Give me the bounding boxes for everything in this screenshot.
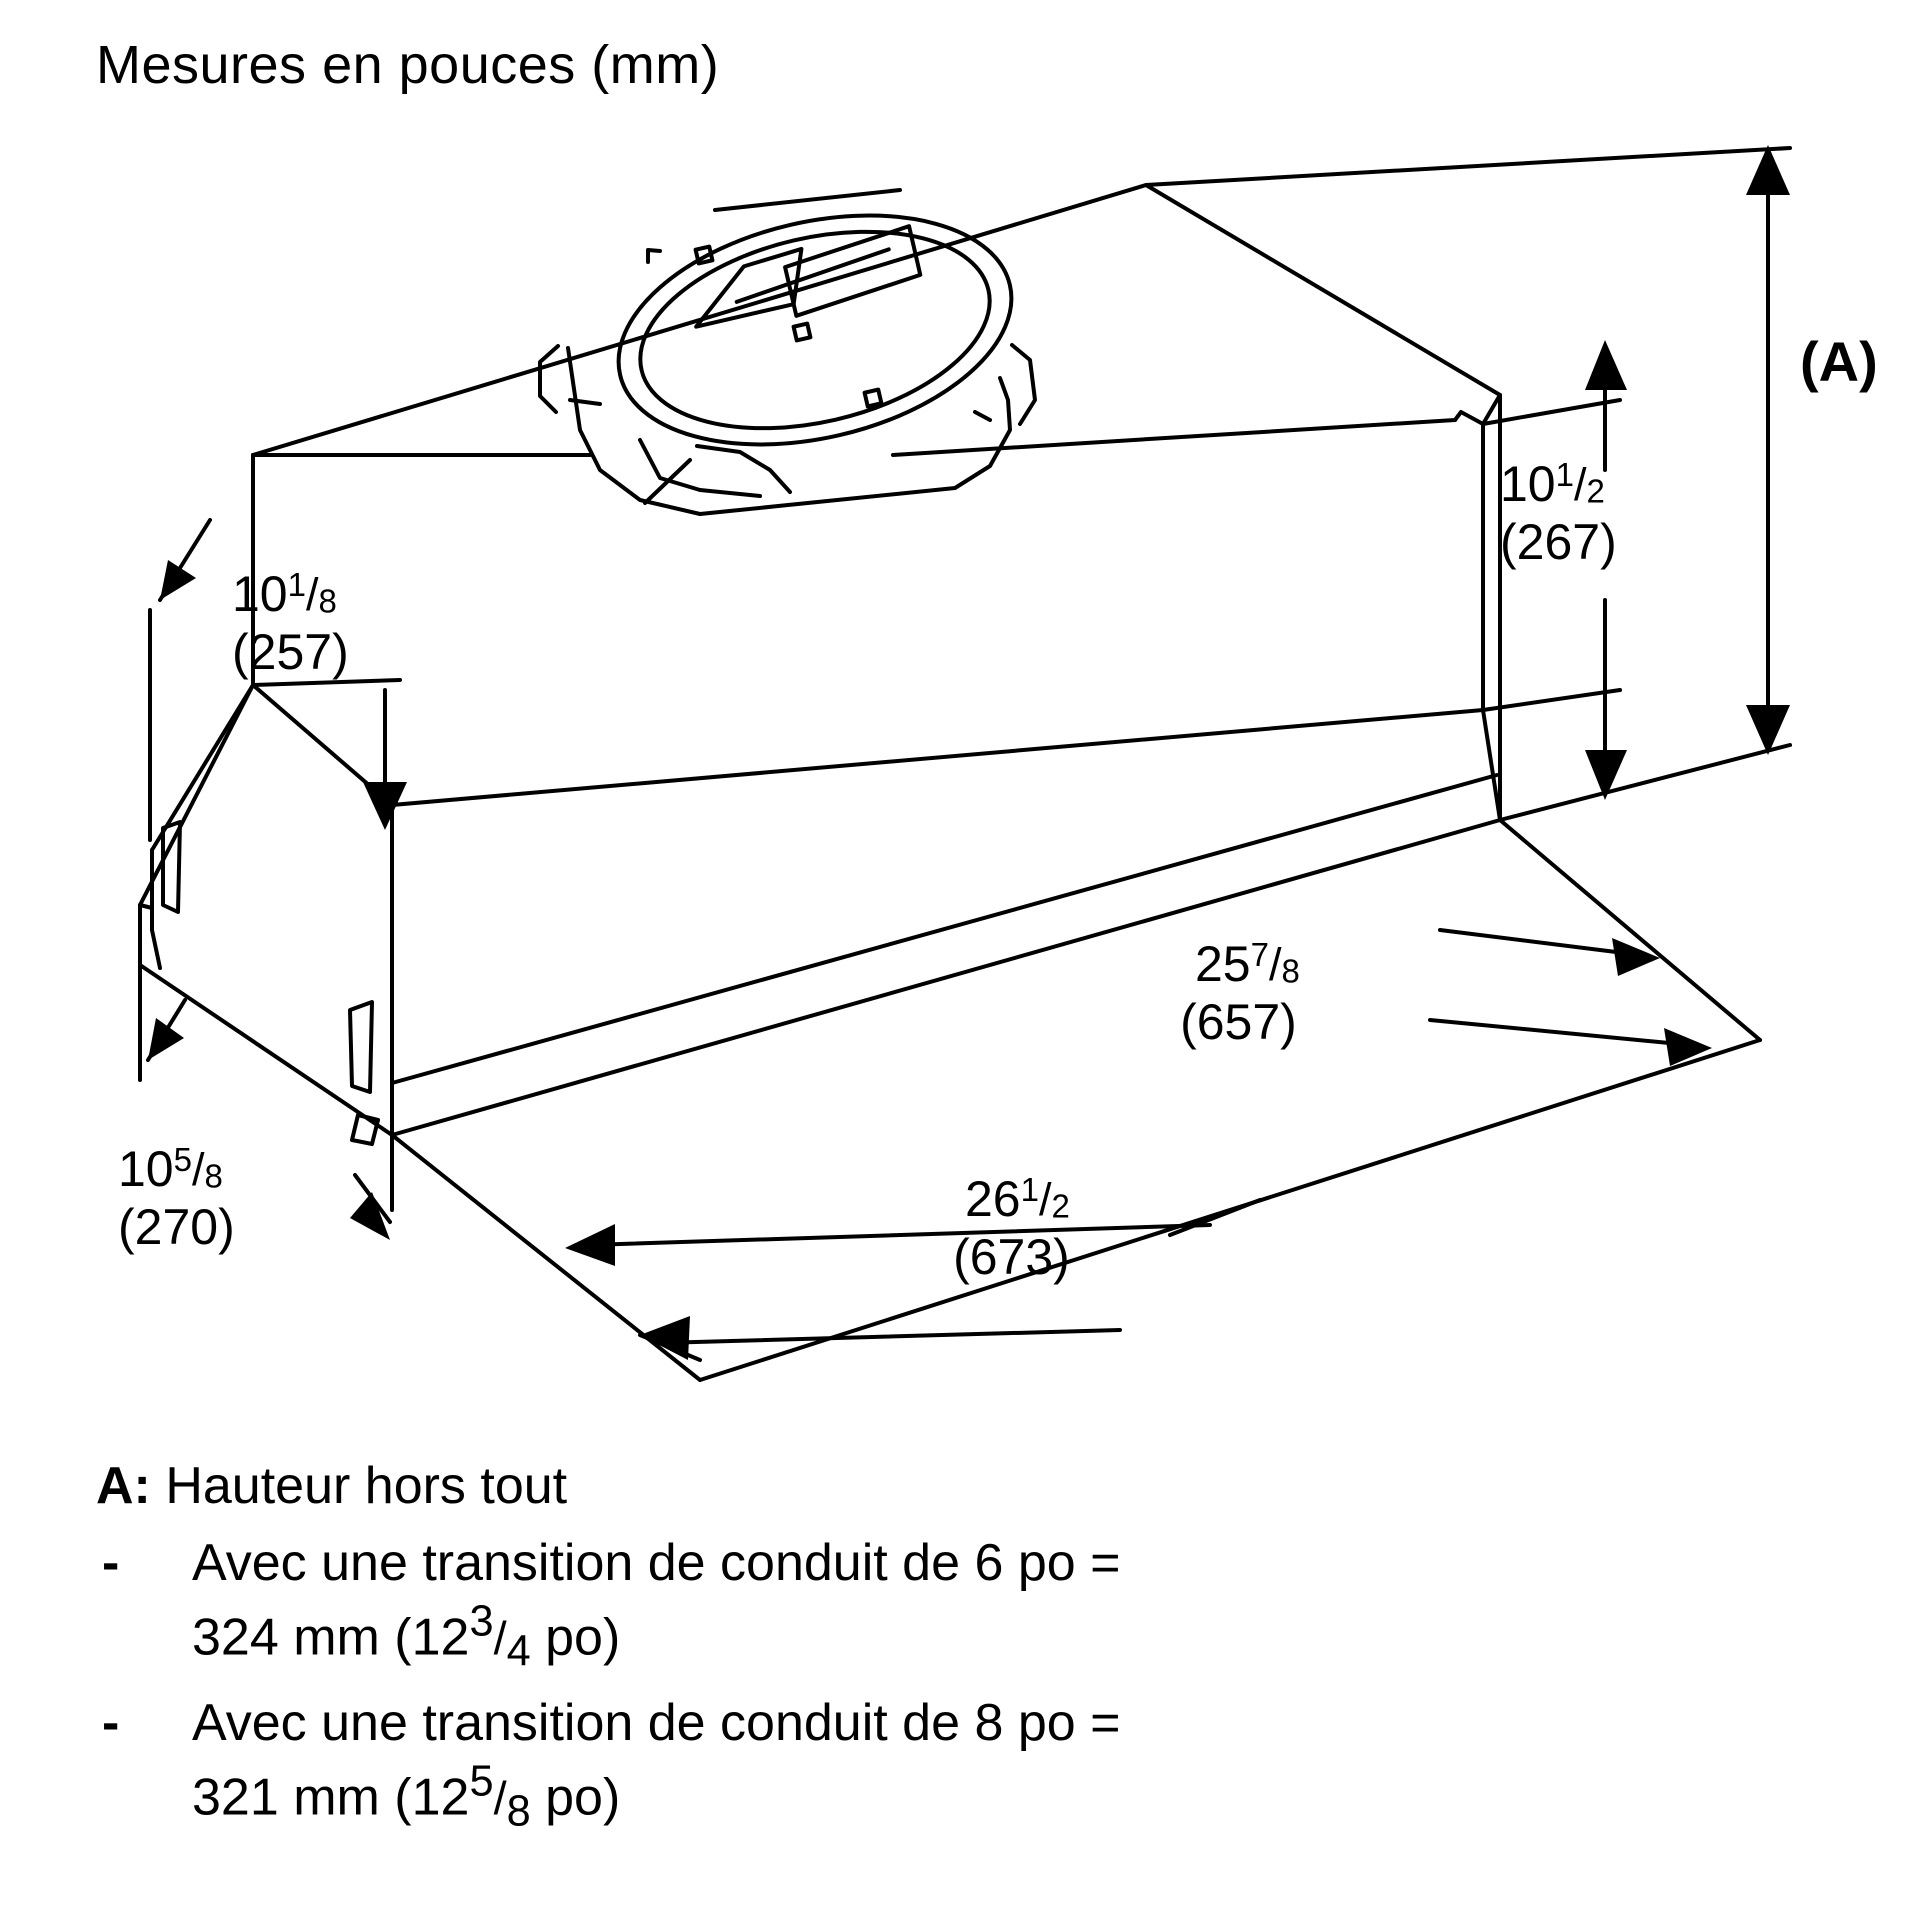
note-item-1 [96,1532,1836,1678]
collar-tab-right [1012,345,1035,424]
label-inner-width-inch: $25^7/_8$ [1195,935,1300,992]
label-inner-width [1180,935,1300,1051]
hood-front-bracket [350,1002,372,1092]
hood-base-front [392,820,1500,1135]
hood-left-base [140,905,392,1135]
extension-top-inner [1483,400,1620,424]
extension-bottom-A [1500,745,1790,820]
dimension-outer-width [565,1200,1260,1360]
dimension-overall-height [1146,145,1790,820]
legend-line [96,1455,1836,1518]
label-top-depth-mm: (257) [232,624,349,680]
page-title: Mesures en pouces (mm) [96,35,720,95]
label-inner-height-inch: $10^1/_2$ [1500,455,1605,512]
legend-text: Hauteur hors tout [165,1457,568,1515]
label-top-depth-inch: $10^1/_8$ [232,565,337,622]
note-item-1-text [192,1532,1836,1678]
extension-bottom-inner [1483,690,1620,710]
extension-top-A [1146,148,1790,185]
hood-depth-guide-left [392,1135,700,1380]
label-inner-height [1500,455,1617,571]
hood-foot [352,1115,378,1144]
note2-line2: 321 mm ($12^5/_8$ po) [192,1757,621,1836]
label-inner-height-mm: (267) [1500,514,1617,570]
note-item-2-text [192,1692,1836,1838]
note1-line2: 324 mm ($12^3/_4$ po) [192,1597,621,1676]
label-bottom-depth-inch: $10^5/_8$ [118,1140,223,1197]
label-bottom-depth [118,1140,235,1256]
legend-key: A: [96,1457,151,1515]
notes-block [96,1455,1836,1838]
label-overall-height: (A) [1800,330,1878,393]
bullet-marker: - [102,1534,120,1593]
label-outer-width [953,1170,1070,1286]
hood-top-face [253,185,1500,455]
note1-line1: Avec une transition de conduit de 6 po = [192,1534,1121,1593]
note-item-2 [96,1692,1836,1838]
leader-outer-width [590,1225,1210,1245]
label-inner-width-mm: (657) [1180,994,1297,1050]
label-bottom-depth-mm: (270) [118,1199,235,1255]
label-top-depth [232,565,349,681]
hood-depth-guide-right [1500,820,1760,1040]
label-outer-width-mm: (673) [953,1229,1070,1285]
dimension-inner-width [1430,930,1712,1066]
note2-line1: Avec une transition de conduit de 8 po = [192,1694,1121,1753]
collar-tab-left [540,346,558,412]
bullet-marker: - [102,1694,120,1753]
label-outer-width-inch: $26^1/_2$ [965,1170,1070,1227]
leader-inner-width [1440,930,1640,955]
